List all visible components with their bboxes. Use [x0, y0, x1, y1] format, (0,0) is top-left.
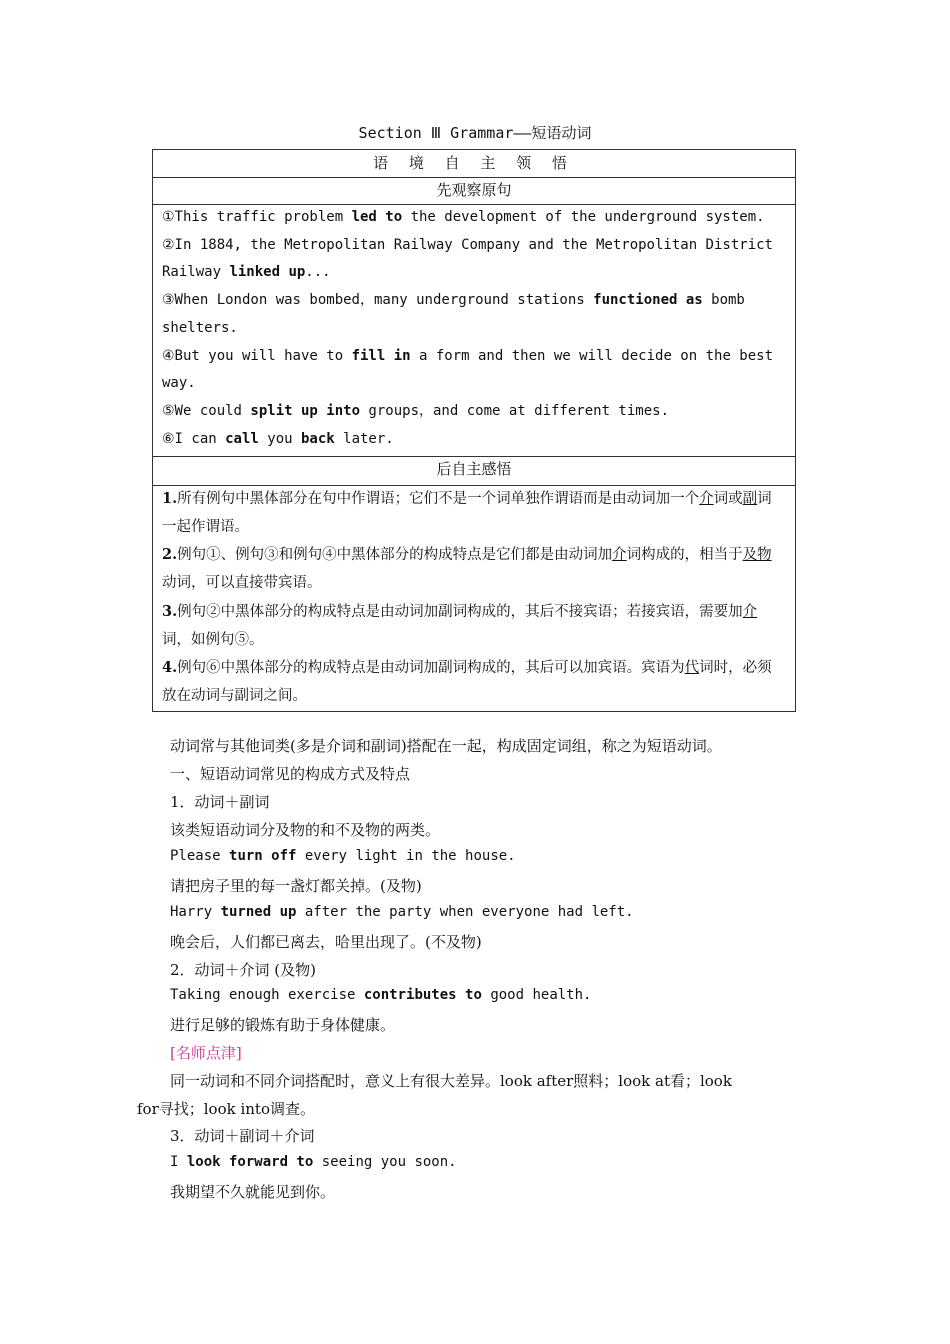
- example-1: ①This traffic problem led to the development of the underground system.: [162, 209, 765, 225]
- tip-label: [名师点津]: [170, 1044, 242, 1062]
- note-2: 2.例句①、例句③和例句④中黑体部分的构成特点是它们都是由动词加介词构成的，相当于及物动词，可以直接带宾语。: [162, 546, 772, 592]
- heading-1: 1．动词＋副词: [170, 793, 270, 811]
- sense-header-label: 后自主感悟: [436, 460, 512, 478]
- heading-3: 3．动词＋副词＋介词: [170, 1127, 315, 1145]
- note-4: 4.例句⑥中黑体部分的构成特点是由动词加副词构成的，其后可以加宾语。宾语为代词时，必须放在动词与副词之间。: [162, 659, 772, 704]
- translation-1: 请把房子里的每一盏灯都关掉。(及物): [170, 877, 422, 895]
- section-heading: 一、短语动词常见的构成方式及特点: [170, 765, 411, 783]
- example-sentence-1: Please turn off every light in the house.: [170, 848, 516, 864]
- sense-header: [152, 456, 796, 486]
- notes-cell: [152, 485, 796, 712]
- text-1: 该类短语动词分及物的和不及物的两类。: [170, 821, 441, 839]
- table-header-label: 语 境 自 主 领 悟: [373, 154, 575, 172]
- translation-4: 我期望不久就能见到你。: [170, 1183, 336, 1201]
- example-3: ③When London was bombed，many underground stations functioned as bomb shelters.: [162, 292, 745, 336]
- example-6: ⑥I can call you back later.: [162, 430, 394, 447]
- heading-2: 2．动词＋介词 (及物): [170, 961, 317, 979]
- example-2: ②In 1884, the Metropolitan Railway Company and the Metropolitan District Railway linked up...: [162, 236, 773, 281]
- observe-header: [152, 177, 796, 205]
- translation-2: 晚会后，人们都已离去，哈里出现了。(不及物): [170, 933, 482, 951]
- page-title: Section Ⅲ Grammar——短语动词: [358, 124, 592, 142]
- tip-line-2: for寻找；look into调查。: [137, 1100, 315, 1118]
- tip-line-1: 同一动词和不同介词搭配时，意义上有很大差异。look after照料；look at看；look: [170, 1072, 732, 1090]
- examples-cell: [152, 204, 796, 457]
- example-sentence-4: I look forward to seeing you soon.: [170, 1154, 457, 1170]
- example-4: ④But you will have to fill in a form and then we will decide on the best way.: [162, 347, 774, 392]
- observe-header-label: 先观察原句: [436, 181, 512, 199]
- example-sentence-2: Harry turned up after the party when everyone had left.: [170, 904, 634, 920]
- table-header: [152, 149, 796, 178]
- note-3: 3.例句②中黑体部分的构成特点是由动词加副词构成的，其后不接宾语；若接宾语，需要加介词，如例句⑤。: [162, 602, 758, 648]
- example-sentence-3: Taking enough exercise contributes to good health.: [170, 987, 592, 1003]
- intro-text: 动词常与其他词类(多是介词和副词)搭配在一起，构成固定词组，称之为短语动词。: [170, 737, 722, 755]
- translation-3: 进行足够的锻炼有助于身体健康。: [170, 1016, 396, 1034]
- example-5: ⑤We could split up into groups，and come at different times.: [162, 402, 670, 419]
- note-1: 1.所有例句中黑体部分在句中作谓语；它们不是一个词单独作谓语而是由动词加一个介词或副词一起作谓语。: [162, 490, 772, 535]
